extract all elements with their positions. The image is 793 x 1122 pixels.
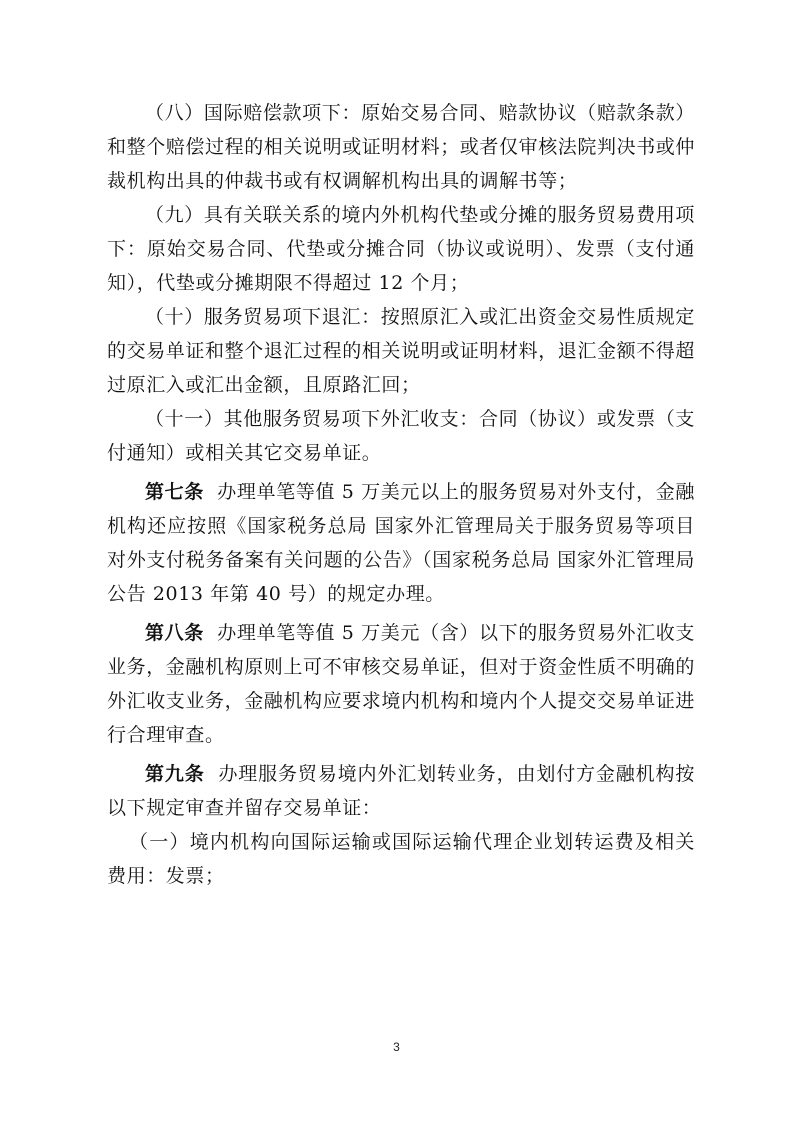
paragraph-item-9: （九）具有关联关系的境内外机构代垫或分摊的服务贸易费用项下：原始交易合同、代垫或分摊合同（协议或说明）、发票（支付通知），代垫或分摊期限不得超过 12 个月；: [107, 204, 695, 294]
article-9: [107, 757, 695, 825]
document-body: [107, 96, 695, 893]
paragraph-item-8: （八）国际赔偿款项下：原始交易合同、赔款协议（赔款条款）和整个赔偿过程的相关说明或证明材料；或者仅审核法院判决书或仲裁机构出具的仲裁书或有权调解机构出具的调解书等；: [107, 102, 696, 192]
article-8-text: 办理单笔等值 5 万美元（含）以下的服务贸易外汇收支业务，金融机构原则上可不审核交易单证，但对于资金性质不明确的外汇收支业务，金融机构应要求境内机构和境内个人提交交易单证进行合理审查。: [107, 622, 696, 746]
article-8-label: 第八条: [145, 622, 204, 644]
article-7-text: 办理单笔等值 5 万美元以上的服务贸易对外支付，金融机构还应按照《国家税务总局 国家外汇管理局关于服务贸易等项目对外支付税务备案有关问题的公告》（国家税务总局 国家外汇管理局公告 2013 年第 40 号）的规定办理。: [107, 481, 695, 605]
article-7-label: 第七条: [145, 481, 204, 503]
paragraph-article-9-item-1: （一）境内机构向国际运输或国际运输代理企业划转运费及相关费用：发票；: [107, 831, 695, 887]
article-8: [107, 616, 695, 752]
article-7: [107, 475, 695, 611]
paragraph-item-10: （十）服务贸易项下退汇：按照原汇入或汇出资金交易性质规定的交易单证和整个退汇过程的相关说明或证明材料，退汇金额不得超过原汇入或汇出金额，且原路汇回；: [107, 306, 696, 396]
page-number: 3: [393, 1040, 400, 1054]
article-9-label: 第九条: [145, 763, 205, 785]
paragraph-item-11: （十一）其他服务贸易项下外汇收支：合同（协议）或发票（支付通知）或相关其它交易单证。: [107, 408, 695, 464]
article-9-text: 办理服务贸易境内外汇划转业务，由划付方金融机构按以下规定审查并留存交易单证：: [107, 763, 695, 819]
